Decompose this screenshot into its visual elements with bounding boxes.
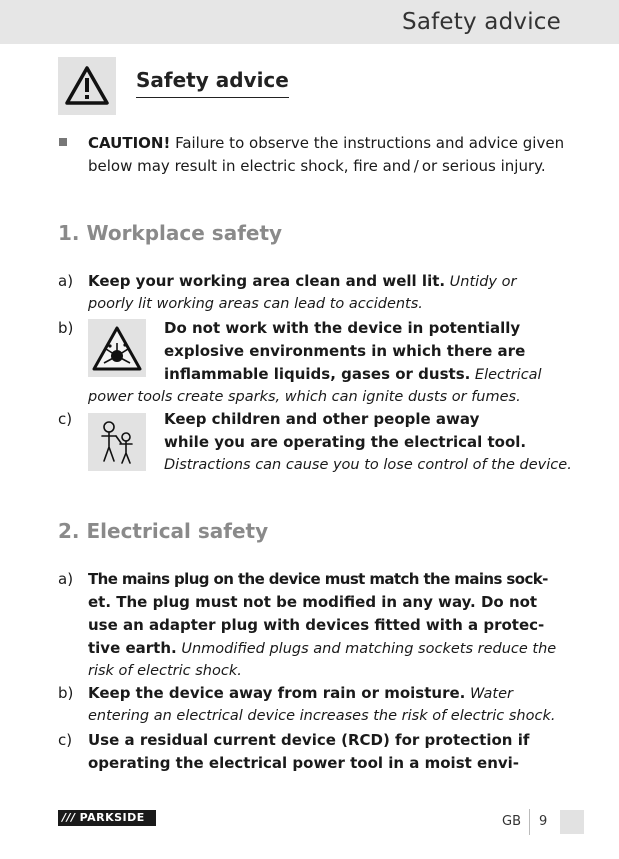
s1-b-italic-2: power tools create sparks, which can ignite dusts or fumes. <box>88 389 521 405</box>
section-2-number: 2. <box>58 519 80 543</box>
item-label: a) <box>58 570 74 588</box>
page-header <box>0 0 619 44</box>
item-label: b) <box>58 319 74 337</box>
caution-line-2: below may result in electric shock, fire and / or serious injury. <box>88 157 546 175</box>
s1-a-bold: Keep your working area clean and well lit. <box>88 272 446 290</box>
s2-c-bold-1: Use a residual current device (RCD) for protection if <box>88 731 530 749</box>
caution-line-1 <box>88 132 564 155</box>
footer-marker <box>560 810 584 834</box>
s1-b-line-3 <box>164 363 542 387</box>
s1-a-italic-1: Untidy or <box>445 274 517 290</box>
s2-a-bold-1: The mains plug on the device must match the mains sock- <box>88 570 548 588</box>
s2-a-bold-4: tive earth. <box>88 639 177 657</box>
s2-a-bold-2: et. The plug must not be modified in any way. Do not <box>88 593 538 611</box>
bullet-square <box>59 138 67 146</box>
brand-name: PARKSIDE <box>79 811 145 824</box>
section-1-heading <box>58 221 282 245</box>
header-title: Safety advice <box>402 9 561 35</box>
s2-a-bold-3: use an adapter plug with devices fitted with a protec- <box>88 616 545 634</box>
explosive-hazard-icon <box>88 319 146 377</box>
s1-a-line-1 <box>88 270 516 294</box>
s1-c-bold-1: Keep children and other people away <box>164 410 480 428</box>
s1-b-italic-1: Electrical <box>470 367 542 383</box>
item-label: c) <box>58 410 73 428</box>
section-2-heading <box>58 519 268 543</box>
s1-a-line-2: poorly lit working areas can lead to accidents. <box>88 296 423 312</box>
s2-b-italic-2: entering an electrical device increases the risk of electric shock. <box>88 708 556 724</box>
section-1-number: 1. <box>58 221 80 245</box>
s2-a-italic-2: risk of electric shock. <box>88 663 242 679</box>
s2-b-italic-1: Water <box>465 686 513 702</box>
page-title: Safety advice <box>136 68 289 98</box>
language-code: GB <box>502 814 521 829</box>
caution-text-1: Failure to observe the instructions and advice given <box>170 134 565 152</box>
s2-b-line-1 <box>88 682 513 706</box>
footer-divider <box>529 809 530 835</box>
brand-logo: /// PARKSIDE <box>58 810 156 826</box>
s1-c-bold-2: while you are operating the electrical tool. <box>164 433 527 451</box>
item-label: b) <box>58 684 74 702</box>
s1-b-bold-3: inflammable liquids, gases or dusts. <box>164 365 471 383</box>
s1-b-bold-2: explosive environments in which there are <box>164 342 526 360</box>
s2-a-line-4 <box>88 637 556 661</box>
section-2-title: Electrical safety <box>86 519 269 543</box>
item-label: a) <box>58 272 74 290</box>
s2-c-bold-2: operating the electrical power tool in a moist envi- <box>88 754 520 772</box>
s2-b-bold: Keep the device away from rain or moisture. <box>88 684 466 702</box>
s1-b-bold-1: Do not work with the device in potentially <box>164 319 521 337</box>
s2-a-italic-1: Unmodified plugs and matching sockets reduce the <box>176 641 557 657</box>
item-label: c) <box>58 731 73 749</box>
warning-triangle-icon <box>58 57 116 115</box>
keep-children-away-icon <box>88 413 146 471</box>
caution-lead: CAUTION! <box>88 134 171 152</box>
s1-c-italic-1: Distractions can cause you to lose control of the device. <box>164 457 572 473</box>
page-number: 9 <box>539 814 548 829</box>
section-1-title: Workplace safety <box>86 221 283 245</box>
